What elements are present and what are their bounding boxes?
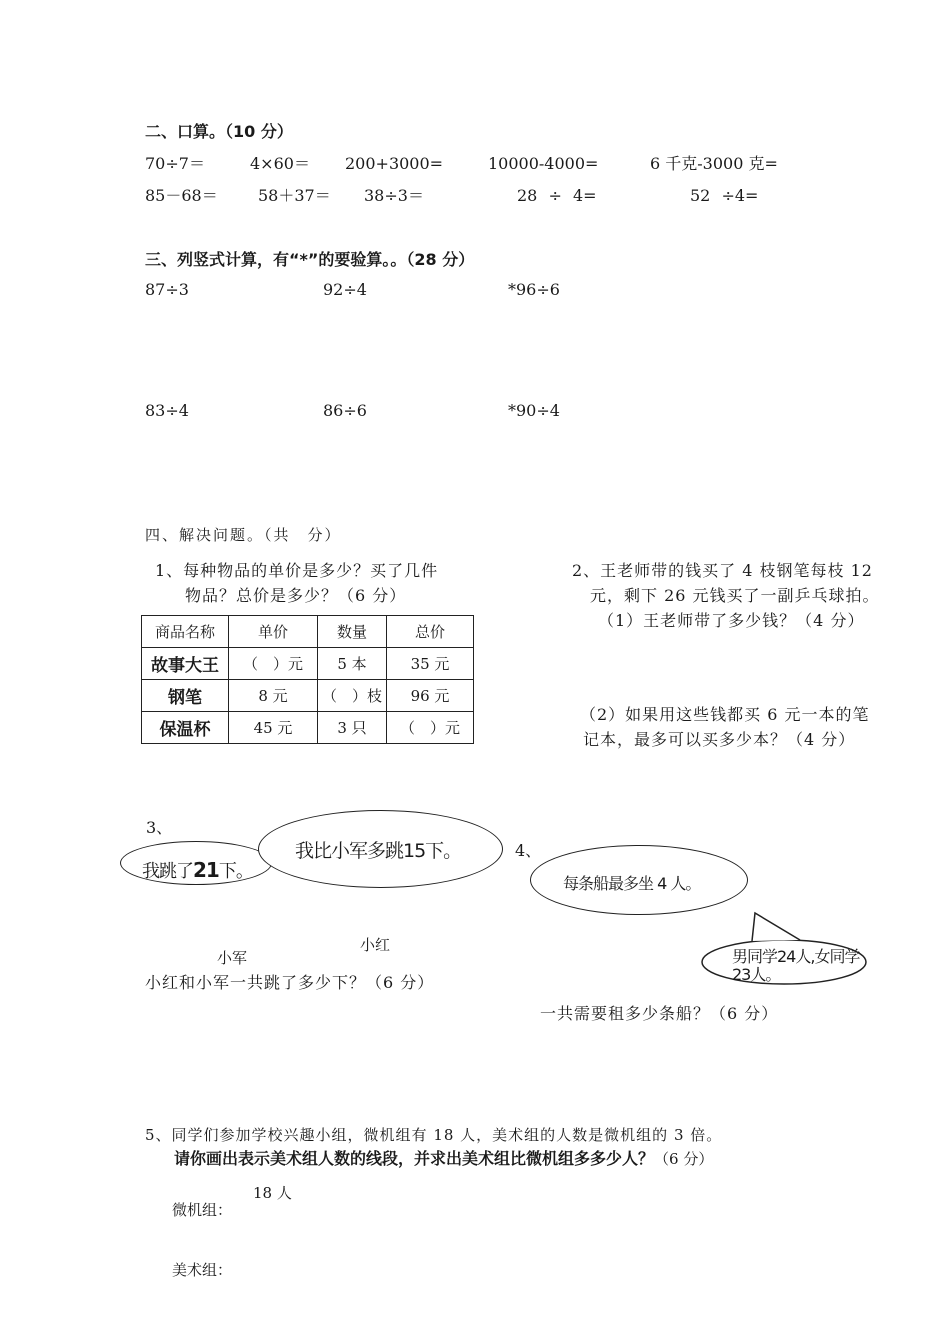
bubble-large-text: 我比小军多跳15下。 <box>295 840 462 862</box>
table-cell: 35 元 <box>387 648 474 680</box>
oral-calc-item: 28 ÷ 4= <box>517 186 597 205</box>
vertical-calc-item: 87÷3 <box>145 280 189 299</box>
table-cell: 5 本 <box>318 648 387 680</box>
table-cell: 钢笔 <box>142 680 229 712</box>
oral-calc-item: 70÷7＝ <box>145 154 205 173</box>
table-cell: （ ）元 <box>229 648 318 680</box>
oral-calc-item: 200+3000= <box>345 154 444 173</box>
vertical-calc-item: *96÷6 <box>508 280 560 299</box>
oral-calc-item: 10000-4000= <box>488 154 599 173</box>
oral-calc-item: 6 千克-3000 克= <box>650 154 778 173</box>
q2-sub2-line1: （2）如果用这些钱都买 6 元一本的笔 <box>580 705 870 724</box>
table-cell: （ ）元 <box>387 712 474 744</box>
bubble-boat-text: 每条船最多坐 4 人。 <box>563 874 701 893</box>
table-cell: 保温杯 <box>142 712 229 744</box>
q3-number: 3、 <box>146 818 173 837</box>
vertical-calc-item: *90÷4 <box>508 401 560 420</box>
q4-number: 4、 <box>515 841 542 860</box>
q2-sub1: （1）王老师带了多少钱？（4 分） <box>598 611 865 630</box>
oral-calc-item: 85－68＝ <box>145 186 218 205</box>
bubble-small-text: 我跳了21下。 <box>142 858 253 882</box>
vertical-calc-item: 83÷4 <box>145 401 189 420</box>
q2-text-line2: 元，剩下 26 元钱买了一副乒乓球拍。 <box>590 586 880 605</box>
table-header-cell: 商品名称 <box>142 616 229 648</box>
table-cell: 3 只 <box>318 712 387 744</box>
table-cell: （ ）枝 <box>318 680 387 712</box>
q1-text-line2: 物品？总价是多少？（6 分） <box>185 586 407 605</box>
oral-calc-item: 4×60＝ <box>250 154 310 173</box>
section3-heading: 三、列竖式计算，有“*”的要验算。。（28 分） <box>145 250 475 269</box>
vertical-calc-item: 86÷6 <box>323 401 367 420</box>
table-cell: 故事大王 <box>142 648 229 680</box>
table-header-cell: 单价 <box>229 616 318 648</box>
bubble-students-text-line1: 男同学24人,女同学 <box>732 947 860 966</box>
q3-question: 小红和小军一共跳了多少下？（6 分） <box>145 973 435 992</box>
q2-sub2-line2: 记本，最多可以买多少本？（4 分） <box>583 730 856 749</box>
q2-text-line1: 2、王老师带的钱买了 4 枝钢笔每枝 12 <box>572 561 873 580</box>
q5-text-line2: 请你画出表示美术组人数的线段，并求出美术组比微机组多多少人？（6 分） <box>174 1149 714 1168</box>
table-header-cell: 总价 <box>387 616 474 648</box>
name-label-xiaojun: 小军 <box>217 949 248 967</box>
oral-calc-item: 58＋37＝ <box>258 186 331 205</box>
q4-question: 一共需要租多少条船？（6 分） <box>540 1004 779 1023</box>
table-header-cell: 数量 <box>318 616 387 648</box>
section2-heading: 二、口算。（10 分） <box>145 122 293 141</box>
label-weiji-group: 微机组： <box>172 1201 233 1219</box>
q5-text-line1: 5、同学们参加学校兴趣小组，微机组有 18 人，美术组的人数是微机组的 3 倍。 <box>145 1126 723 1144</box>
section4-heading: 四、解决问题。（共 分） <box>145 526 342 544</box>
table-cell: 96 元 <box>387 680 474 712</box>
segment-label-18: 18 人 <box>253 1184 292 1202</box>
label-meishu-group: 美术组： <box>172 1261 233 1279</box>
bubble-students-text-line2: 23人。 <box>732 965 781 984</box>
q1-text-line1: 1、每种物品的单价是多少？买了几件 <box>155 561 439 580</box>
name-label-xiaohong: 小红 <box>360 936 391 954</box>
table-cell: 8 元 <box>229 680 318 712</box>
table-cell: 45 元 <box>229 712 318 744</box>
oral-calc-item: 52 ÷4= <box>690 186 759 205</box>
vertical-calc-item: 92÷4 <box>323 280 367 299</box>
oral-calc-item: 38÷3＝ <box>364 186 424 205</box>
